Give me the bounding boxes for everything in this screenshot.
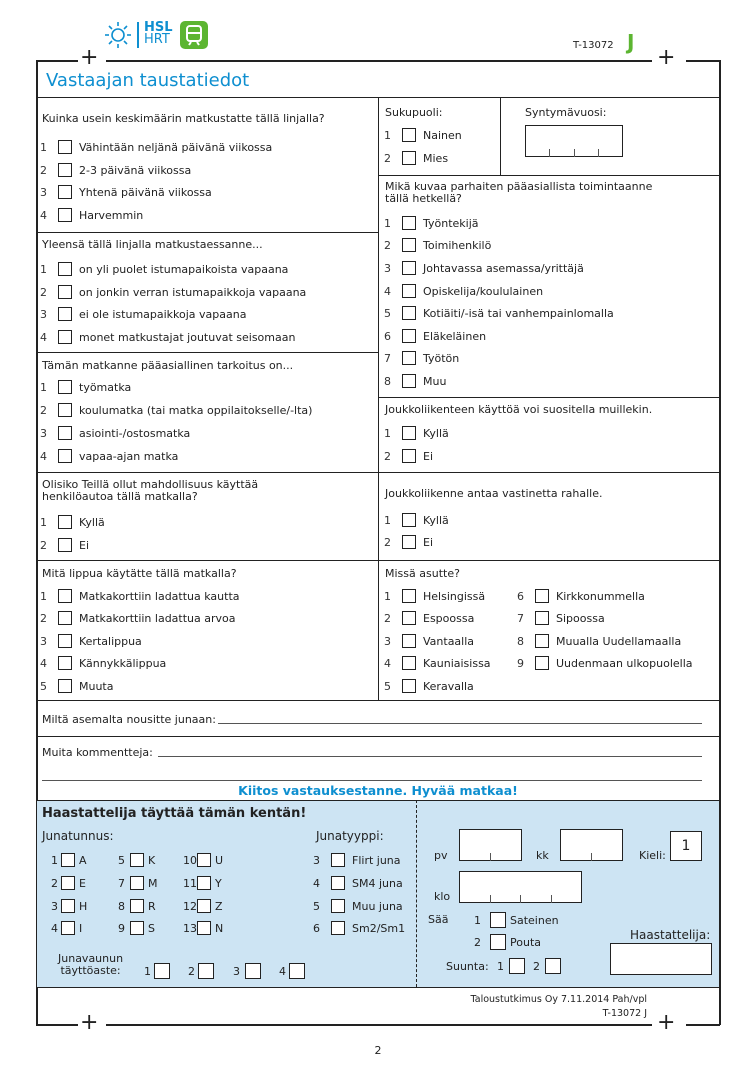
language-input[interactable]: 1 [670, 831, 702, 861]
page-title: Vastaajan taustatiedot [46, 70, 250, 91]
crop-mark: + [80, 45, 99, 70]
option-activity-8[interactable]: 8 Muu [384, 374, 447, 388]
fill-rate-label: Junavaunun täyttöaste: [58, 952, 124, 977]
checkbox[interactable] [58, 679, 72, 693]
train-id-4[interactable]: 4 I [51, 921, 83, 935]
option-residence-3[interactable]: 3 Vantaalla [384, 634, 475, 648]
checkbox[interactable] [535, 656, 549, 670]
option-ticket-2[interactable]: 2 Matkakorttiin ladattua arvoa [40, 611, 236, 625]
train-type-5[interactable]: 5 Muu juna [313, 899, 403, 913]
option-gender-2[interactable]: 2 Mies [384, 151, 449, 165]
checkbox[interactable] [509, 958, 525, 974]
question-recommend: Joukkoliikenteen käyttöä voi suositella muillekin. [385, 403, 653, 416]
fill-rate-1[interactable]: 1 [144, 963, 177, 979]
checkbox[interactable] [490, 912, 506, 928]
page-number: 2 [374, 1044, 382, 1057]
checkbox[interactable] [402, 611, 416, 625]
checkbox[interactable] [197, 853, 211, 867]
checkbox[interactable] [289, 963, 305, 979]
checkbox[interactable] [402, 513, 416, 527]
option-seats-3[interactable]: 3 ei ole istumapaikkoja vapaana [40, 307, 247, 321]
option-ticket-4[interactable]: 4 Kännykkälippua [40, 656, 167, 670]
kk-label: kk [536, 849, 549, 862]
checkbox[interactable] [58, 611, 72, 625]
checkbox[interactable] [61, 876, 75, 890]
checkbox[interactable] [197, 876, 211, 890]
checkbox[interactable] [130, 876, 144, 890]
train-id-label: Junatunnus: [42, 829, 114, 843]
footer-code: T-13072 J [602, 1008, 647, 1019]
checkbox[interactable] [331, 899, 345, 913]
option-residence-2[interactable]: 2 Espoossa [384, 611, 475, 625]
checkbox[interactable] [331, 921, 345, 935]
checkbox[interactable] [402, 449, 416, 463]
checkbox[interactable] [402, 535, 416, 549]
checkbox[interactable] [402, 238, 416, 252]
train-id-10[interactable]: 10 U [183, 853, 224, 867]
question-car: Olisiko Teillä ollut mahdollisuus käyttää henkilöautoa tällä matkalla? [42, 478, 259, 503]
question-value: Joukkoliikenne antaa vastinetta rahalle. [385, 487, 603, 500]
checkbox[interactable] [58, 538, 72, 552]
interviewer-heading: Haastattelija täyttää tämän kentän! [42, 806, 307, 821]
train-id-2[interactable]: 2 E [51, 876, 86, 890]
checkbox[interactable] [197, 899, 211, 913]
option-car-2[interactable]: 2 Ei [40, 538, 90, 552]
checkbox[interactable] [58, 208, 72, 222]
train-id-9[interactable]: 9 S [118, 921, 155, 935]
checkbox[interactable] [130, 921, 144, 935]
panel-divider [416, 800, 417, 987]
interviewer-label: Haastattelija: [630, 928, 711, 942]
checkbox[interactable] [58, 330, 72, 344]
checkbox[interactable] [535, 634, 549, 648]
comments-input-line[interactable] [158, 756, 702, 757]
footer-company: Taloustutkimus Oy 7.11.2014 Pah/vpl [470, 994, 647, 1005]
train-type-label: Junatyyppi: [316, 829, 384, 843]
form-letter: J [627, 30, 635, 54]
question-seats: Yleensä tällä linjalla matkustaessanne... [42, 238, 263, 251]
checkbox[interactable] [197, 921, 211, 935]
checkbox[interactable] [58, 140, 72, 154]
option-purpose-4[interactable]: 4 vapaa-ajan matka [40, 449, 179, 463]
option-activity-3[interactable]: 3 Johtavassa asemassa/yrittäjä [384, 261, 584, 275]
checkbox[interactable] [535, 589, 549, 603]
option-residence-4[interactable]: 4 Kauniaisissa [384, 656, 491, 670]
train-id-5[interactable]: 5 K [118, 853, 156, 867]
comments-input-line-2[interactable] [42, 780, 702, 781]
checkbox[interactable] [402, 329, 416, 343]
option-activity-6[interactable]: 6 Eläkeläinen [384, 329, 487, 343]
fill-rate-3[interactable]: 3 [233, 963, 268, 979]
comments-label: Muita kommentteja: [42, 746, 153, 759]
checkbox[interactable] [58, 634, 72, 648]
checkbox[interactable] [402, 306, 416, 320]
option-car-1[interactable]: 1 Kyllä [40, 515, 105, 529]
checkbox[interactable] [402, 128, 416, 142]
option-purpose-1[interactable]: 1 työmatka [40, 380, 132, 394]
option-purpose-2[interactable]: 2 koulumatka (tai matka oppilaitokselle/-lta) [40, 403, 313, 417]
question-birthyear: Syntymävuosi: [525, 106, 607, 119]
question-residence: Missä asutte? [385, 567, 460, 580]
checkbox[interactable] [58, 449, 72, 463]
logo-text: HSL HRT [144, 20, 173, 47]
option-ticket-3[interactable]: 3 Kertalippua [40, 634, 142, 648]
train-id-12[interactable]: 12 Z [183, 899, 223, 913]
checkbox[interactable] [535, 611, 549, 625]
option-value-2[interactable]: 2 Ei [384, 535, 434, 549]
option-residence-9[interactable]: 9 Uudenmaan ulkopuolella [517, 656, 693, 670]
checkbox[interactable] [402, 679, 416, 693]
direction-label: Suunta: [446, 960, 489, 973]
option-residence-6[interactable]: 6 Kirkkonummella [517, 589, 645, 603]
option-residence-5[interactable]: 5 Keravalla [384, 679, 474, 693]
checkbox[interactable] [402, 374, 416, 388]
option-ticket-5[interactable]: 5 Muuta [40, 679, 114, 693]
train-id-7[interactable]: 7 M [118, 876, 158, 890]
checkbox[interactable] [58, 589, 72, 603]
direction-1[interactable]: 1 [497, 958, 532, 974]
checkbox[interactable] [154, 963, 170, 979]
checkbox[interactable] [61, 921, 75, 935]
option-frequency-1[interactable]: 1 Vähintään neljänä päivänä viikossa [40, 140, 273, 154]
option-residence-7[interactable]: 7 Sipoossa [517, 611, 605, 625]
option-recommend-2[interactable]: 2 Ei [384, 449, 434, 463]
weather-1[interactable]: 1 Sateinen [474, 913, 559, 927]
option-purpose-3[interactable]: 3 asiointi-/ostosmatka [40, 426, 191, 440]
checkbox[interactable] [402, 634, 416, 648]
option-recommend-1[interactable]: 1 Kyllä [384, 426, 449, 440]
checkbox[interactable] [402, 151, 416, 165]
fill-rate-2[interactable]: 2 [188, 963, 221, 979]
thanks-text: Kiitos vastauksestanne. Hyvää matkaa! [238, 783, 518, 798]
sun-icon [104, 21, 132, 49]
option-gender-1[interactable]: 1 Nainen [384, 128, 462, 142]
option-residence-8[interactable]: 8 Muualla Uudellamaalla [517, 634, 682, 648]
klo-label: klo [434, 890, 451, 903]
checkbox[interactable] [402, 589, 416, 603]
station-input-line[interactable] [218, 723, 702, 724]
checkbox[interactable] [402, 261, 416, 275]
fill-rate-4[interactable]: 4 [279, 963, 312, 979]
checkbox[interactable] [402, 656, 416, 670]
train-id-11[interactable]: 11 Y [183, 876, 222, 890]
checkbox[interactable] [58, 380, 72, 394]
train-type-3[interactable]: 3 Flirt juna [313, 853, 401, 867]
interviewer-input[interactable] [610, 943, 712, 975]
option-value-1[interactable]: 1 Kyllä [384, 513, 449, 527]
weather-label: Sää [428, 913, 449, 926]
train-type-6[interactable]: 6 Sm2/Sm1 [313, 921, 406, 935]
direction-2[interactable]: 2 [533, 958, 568, 974]
checkbox[interactable] [331, 853, 345, 867]
train-icon [180, 21, 208, 49]
option-activity-1[interactable]: 1 Työntekijä [384, 216, 479, 230]
checkbox[interactable] [58, 403, 72, 417]
checkbox[interactable] [61, 853, 75, 867]
option-frequency-3[interactable]: 3 Yhtenä päivänä viikossa [40, 185, 212, 199]
checkbox[interactable] [58, 656, 72, 670]
checkbox[interactable] [61, 899, 75, 913]
train-id-3[interactable]: 3 H [51, 899, 88, 913]
option-seats-1[interactable]: 1 on yli puolet istumapaikoista vapaana [40, 262, 289, 276]
checkbox[interactable] [58, 426, 72, 440]
option-ticket-1[interactable]: 1 Matkakorttiin ladattua kautta [40, 589, 240, 603]
train-id-13[interactable]: 13 N [183, 921, 224, 935]
option-activity-4[interactable]: 4 Opiskelija/koululainen [384, 284, 544, 298]
question-ticket: Mitä lippua käytätte tällä matkalla? [42, 567, 237, 580]
weather-2[interactable]: 2 Pouta [474, 935, 541, 949]
checkbox[interactable] [58, 163, 72, 177]
option-seats-4[interactable]: 4 monet matkustajat joutuvat seisomaan [40, 330, 296, 344]
crop-mark: + [657, 45, 676, 70]
checkbox[interactable] [331, 876, 345, 890]
option-activity-2[interactable]: 2 Toimihenkilö [384, 238, 492, 252]
train-type-4[interactable]: 4 SM4 juna [313, 876, 403, 890]
checkbox[interactable] [58, 307, 72, 321]
pv-label: pv [434, 849, 448, 862]
crop-mark: + [80, 1010, 99, 1035]
hsl-logo [104, 21, 132, 53]
checkbox[interactable] [402, 351, 416, 365]
checkbox[interactable] [58, 262, 72, 276]
question-purpose: Tämän matkanne pääasiallinen tarkoitus on... [42, 359, 294, 372]
crop-mark: + [657, 1010, 676, 1035]
checkbox[interactable] [58, 185, 72, 199]
kieli-label: Kieli: [639, 849, 666, 862]
checkbox[interactable] [545, 958, 561, 974]
train-id-8[interactable]: 8 R [118, 899, 156, 913]
checkbox[interactable] [402, 284, 416, 298]
checkbox[interactable] [402, 216, 416, 230]
checkbox[interactable] [198, 963, 214, 979]
question-gender: Sukupuoli: [385, 106, 443, 119]
checkbox[interactable] [402, 426, 416, 440]
question-frequency: Kuinka usein keskimäärin matkustatte tällä linjalla? [42, 112, 325, 125]
checkbox[interactable] [58, 285, 72, 299]
train-id-1[interactable]: 1 A [51, 853, 87, 867]
form-code: T-13072 [573, 40, 614, 51]
checkbox[interactable] [130, 853, 144, 867]
option-activity-5[interactable]: 5 Kotiäiti/-isä tai vanhempainlomalla [384, 306, 614, 320]
checkbox[interactable] [58, 515, 72, 529]
option-frequency-4[interactable]: 4 Harvemmin [40, 208, 144, 222]
checkbox[interactable] [245, 963, 261, 979]
option-activity-7[interactable]: 7 Työtön [384, 351, 460, 365]
station-label: Miltä asemalta nousitte junaan: [42, 713, 216, 726]
option-residence-1[interactable]: 1 Helsingissä [384, 589, 486, 603]
checkbox[interactable] [130, 899, 144, 913]
option-frequency-2[interactable]: 2 2-3 päivänä viikossa [40, 163, 192, 177]
checkbox[interactable] [490, 934, 506, 950]
option-seats-2[interactable]: 2 on jonkin verran istumapaikkoja vapaana [40, 285, 307, 299]
question-activity: Mikä kuvaa parhaiten pääasiallista toimintaanne tällä hetkellä? [385, 180, 653, 205]
